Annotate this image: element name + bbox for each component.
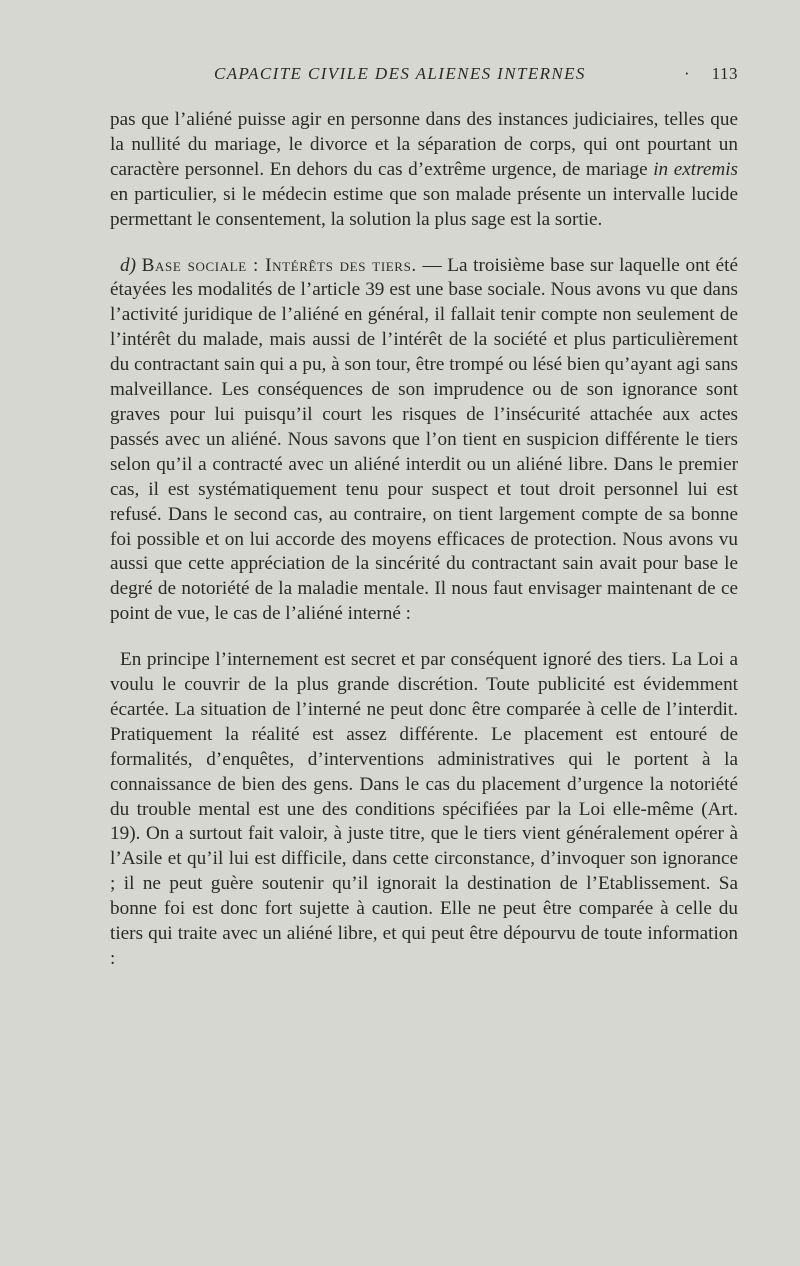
running-head-separator: · [684,64,692,83]
heading-dash: — [416,254,448,276]
paragraph-1 [110,108,738,233]
paragraph-3 [110,648,738,972]
body-text [110,108,738,972]
paragraph-2 [110,254,738,628]
section-heading: Base sociale : Intérêts des tiers. [141,254,417,276]
page-number: 113 [711,64,738,83]
paragraph-1-text-a: pas que l’aliéné puisse agir en personne dans des instances judiciaires, telles que la nullité du mariage, le divorce et la séparation de corps, qui ont pourtant un caractère personnel. En dehors du cas d’extrême urgence, de mariage [110,109,738,180]
section-label: d) [120,254,136,276]
paragraph-1-text-b: en particulier, si le médecin estime que son malade présente un intervalle lucide permettant le consentement, la solution la plus sage est la sortie. [110,183,738,230]
running-head [110,64,738,90]
paragraph-1-emphasis: in extremis [653,158,738,180]
running-head-title: CAPACITE CIVILE DES ALIENES INTERNES [214,64,586,83]
paragraph-2-text: La troisième base sur laquelle ont été étayées les modalités de l’article 39 est une base sociale. Nous avons vu que dans l’activité juridique de l’aliéné en général, il fallait tenir compte non seulement de l’intérêt du malade, mais aussi de l’intérêt de la société et plus particulièrement du contractant sain qui a pu, à son tour, être trompé ou lésé bien qu’ayant agi sans malveillance. Les conséquences de son imprudence ou de son ignorance sont graves pour lui puisqu’il court les risques de l’insécurité attachée aux actes passés avec un aliéné. Nous savons que l’on tient en suspicion différente le tiers selon qu’il a contracté avec un aliéné interdit ou un aliéné libre. Dans le premier cas, il est systématiquement tenu pour suspect et tout droit personnel lui est refusé. Dans le second cas, au contraire, on tient largement compte de sa bonne foi possible et on lui accorde des moyens efficaces de protection. Nous avons vu aussi que cette appréciation de la sincérité du contractant sain avait pour base le degré de notoriété de la maladie mentale. Il nous faut envisager maintenant de ce point de vue, le cas de l’aliéné interné : [110,254,739,625]
paragraph-3-text: En principe l’internement est secret et par conséquent ignoré des tiers. La Loi a voulu le couvrir de la plus grande discrétion. Toute publicité est évidemment écartée. La situation de l’interné ne peut donc être comparée à celle de l’interdit. Pratiquement la réalité est assez différente. Le placement est entouré de formalités, d’enquêtes, d’interventions administratives qui le portent à la connaissance de bien des gens. Dans le cas du placement d’urgence la notoriété du trouble mental est une des conditions spécifiées par la Loi elle-même (Art. 19). On a surtout fait valoir, à juste titre, que le tiers vient généralement opérer à l’Asile et qu’il lui est difficile, dans cette circonstance, d’invoquer son ignorance ; il ne peut guère soutenir qu’il ignorait la destination de l’Etablissement. Sa bonne foi est donc fort sujette à caution. Elle ne peut être comparée à celle du tiers qui traite avec un aliéné libre, et qui peut être dépourvu de toute information : [110,649,738,969]
